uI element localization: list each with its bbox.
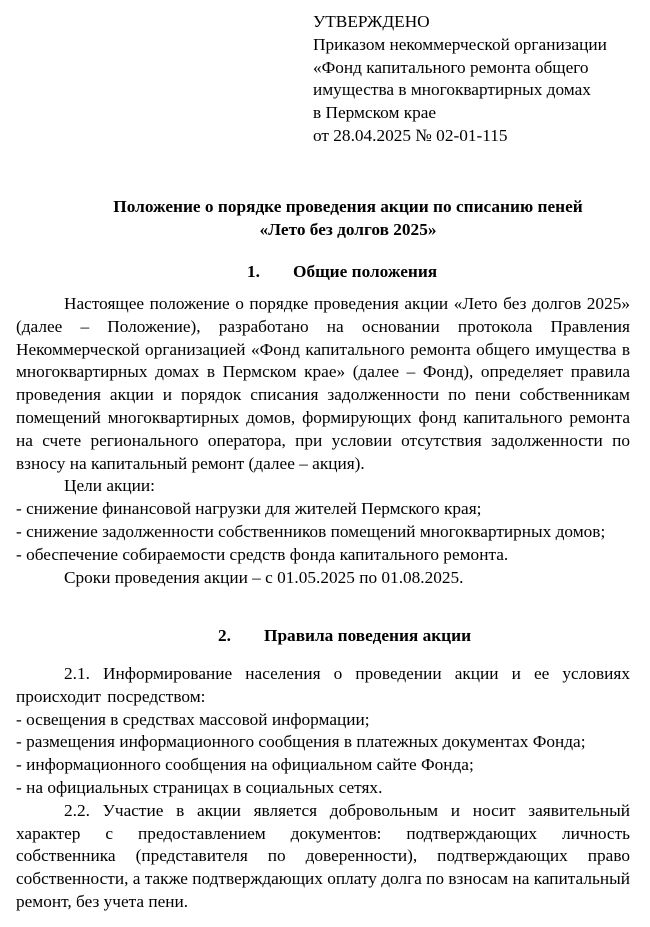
document-title <box>23 196 650 242</box>
list-item: - обеспечение собираемости средств фонда капитального ремонта. <box>16 544 509 564</box>
document-title-line2: «Лето без долгов 2025» <box>259 219 437 239</box>
section-1-body <box>16 293 630 589</box>
list-item: - на официальных страницах в социальных сетях. <box>16 777 383 797</box>
section-number: 2. <box>218 626 231 645</box>
list-item: - размещения информационного сообщения в платежных документах Фонда; <box>16 732 586 752</box>
approval-date: от 28.04.2025 № 02-01-115 <box>313 125 508 145</box>
approval-line: «Фонд капитального ремонта общего <box>313 57 589 77</box>
paragraph-2-1: 2.1. Информирование населения о проведении акции и ее условиях происходит посредством: <box>16 664 630 706</box>
section-1-heading <box>247 261 437 284</box>
approval-block <box>313 11 607 148</box>
section-title: Правила поведения акции <box>264 626 472 645</box>
approval-line: имущества в многоквартирных домах <box>313 80 591 100</box>
section-title: Общие положения <box>293 262 438 281</box>
intro-paragraph: Настоящее положение о порядке проведения акции «Лето без долгов 2025» (далее – Положение), разработано на основании протокола Правления Некоммерческой организацией «Фонд капитального ремонта общего имущества в многоквартирных домах в Пермском крае» (далее – Фонд), определяет правила проведения акции и порядок списания задолженности по пени собственникам помещений многоквартирных домов, формирующих фонд капитального ремонта на счете регионального оператора, при условии отсутствия задолженности по взносу на капитальный ремонт (далее – акция). <box>16 294 630 473</box>
list-item: - снижение задолженности собственников помещений многоквартирных домов; <box>16 521 606 541</box>
document-title-line1: Положение о порядке проведения акции по списанию пеней <box>113 197 583 216</box>
approval-line: в Пермском крае <box>313 103 437 123</box>
list-item: - освещения в средствах массовой информации; <box>16 709 370 729</box>
section-2-body <box>16 663 630 914</box>
section-number: 1. <box>247 262 260 281</box>
approval-title: УТВЕРЖДЕНО <box>313 12 430 31</box>
goals-label: Цели акции: <box>64 476 155 496</box>
paragraph-2-2: 2.2. Участие в акции является добровольным и носит заявительный характер с предоставлением документов: подтверждающих личность собственника (представителя по доверенности), подтверждающих право собственности, а также подтверждающих оплату долга по взносам на капитальный ремонт, без учета пени. <box>16 800 630 911</box>
approval-line: Приказом некоммерческой организации <box>313 34 607 54</box>
list-item: - снижение финансовой нагрузки для жителей Пермского края; <box>16 499 482 519</box>
dates-text: Сроки проведения акции – с 01.05.2025 по 01.08.2025. <box>64 567 464 587</box>
list-item: - информационного сообщения на официальном сайте Фонда; <box>16 755 474 775</box>
section-2-heading <box>218 625 471 648</box>
